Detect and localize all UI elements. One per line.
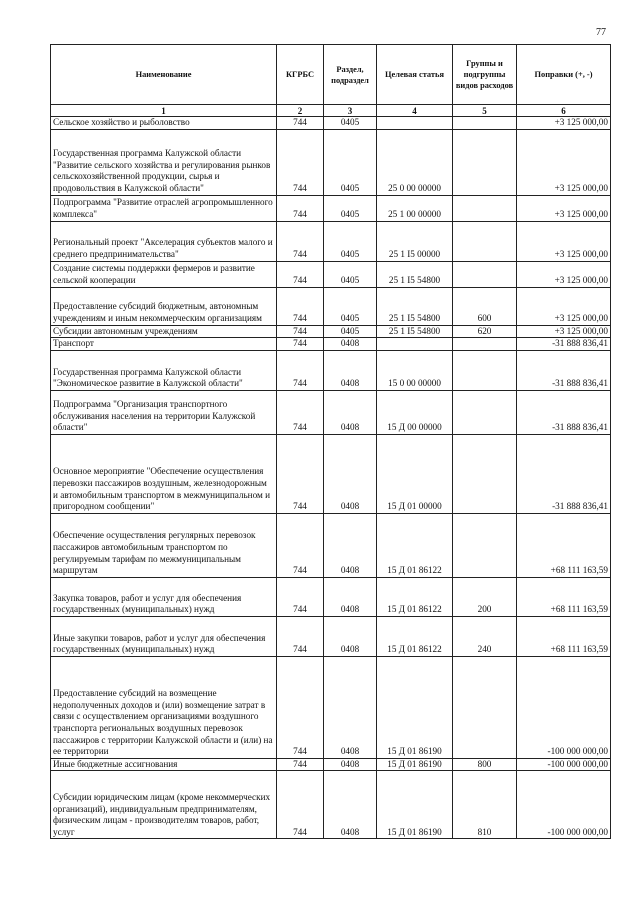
row-section: 0408: [324, 656, 377, 758]
row-kgrbs: 744: [277, 261, 324, 287]
row-group: [453, 129, 517, 195]
header-kgrbs: КГРБС: [277, 45, 324, 105]
row-name: Основное мероприятие "Обеспечение осуществления перевозки пассажиров воздушным, железнодорожным и автомобильным транспортом в межмуниципальном и пригородном сообщении": [51, 434, 277, 513]
row-kgrbs: 744: [277, 771, 324, 839]
row-name: Государственная программа Калужской области "Экономическое развитие в Калужской области": [51, 350, 277, 390]
row-name: Подпрограмма "Развитие отраслей агропромышленного комплекса": [51, 195, 277, 221]
row-target: 25 1 I5 54800: [377, 287, 453, 325]
row-name: Подпрограмма "Организация транспортного обслуживания населения на территории Калужской области": [51, 390, 277, 434]
row-group: 200: [453, 577, 517, 616]
row-section: 0408: [324, 434, 377, 513]
row-name: Сельское хозяйство и рыболовство: [51, 117, 277, 130]
row-target: 15 Д 01 86190: [377, 758, 453, 771]
row-name: Субсидии юридическим лицам (кроме некоммерческих организаций), индивидуальным предпринимателям, физическим лицам - производителям товаров, работ, услуг: [51, 771, 277, 839]
row-group: [453, 434, 517, 513]
row-group: 620: [453, 325, 517, 338]
row-group: 800: [453, 758, 517, 771]
row-group: [453, 117, 517, 130]
row-group: [453, 513, 517, 577]
header-section: Раздел, подраздел: [324, 45, 377, 105]
row-section: 0408: [324, 577, 377, 616]
row-amount: -100 000 000,00: [517, 656, 611, 758]
row-target: 15 Д 01 86122: [377, 513, 453, 577]
row-target: 25 1 I5 00000: [377, 221, 453, 261]
row-group: [453, 261, 517, 287]
row-name: Обеспечение осуществления регулярных перевозок пассажиров автомобильным транспортом по регулируемым тарифам по межмуниципальным маршрутам: [51, 513, 277, 577]
table-row: [51, 350, 611, 390]
row-section: 0405: [324, 195, 377, 221]
row-group: [453, 338, 517, 351]
row-name: Государственная программа Калужской области "Развитие сельского хозяйства и регулирования рынков сельскохозяйственной продукции, сырья и продовольствия в Калужской области": [51, 129, 277, 195]
row-section: 0408: [324, 513, 377, 577]
row-amount: +3 125 000,00: [517, 261, 611, 287]
row-target: [377, 117, 453, 130]
header-row: [51, 45, 611, 105]
table-row: [51, 390, 611, 434]
row-section: 0408: [324, 758, 377, 771]
row-kgrbs: 744: [277, 350, 324, 390]
row-amount: +68 111 163,59: [517, 616, 611, 656]
row-section: 0408: [324, 350, 377, 390]
row-amount: -31 888 836,41: [517, 350, 611, 390]
row-section: 0405: [324, 129, 377, 195]
row-section: 0408: [324, 390, 377, 434]
row-kgrbs: 744: [277, 513, 324, 577]
row-section: 0408: [324, 771, 377, 839]
row-amount: +3 125 000,00: [517, 287, 611, 325]
row-kgrbs: 744: [277, 117, 324, 130]
row-target: 15 Д 01 86190: [377, 771, 453, 839]
table-row: [51, 325, 611, 338]
column-number: 6: [517, 105, 611, 117]
row-amount: +68 111 163,59: [517, 577, 611, 616]
row-target: 15 Д 01 86122: [377, 616, 453, 656]
table-row: [51, 338, 611, 351]
row-name: Региональный проект "Акселерация субъектов малого и среднего предпринимательства": [51, 221, 277, 261]
row-amount: +68 111 163,59: [517, 513, 611, 577]
table-row: [51, 656, 611, 758]
budget-table: [50, 44, 611, 839]
row-amount: +3 125 000,00: [517, 221, 611, 261]
header-name: Наименование: [51, 45, 277, 105]
row-target: [377, 338, 453, 351]
row-name: Иные бюджетные ассигнования: [51, 758, 277, 771]
row-name: Закупка товаров, работ и услуг для обеспечения государственных (муниципальных) нужд: [51, 577, 277, 616]
table-row: [51, 513, 611, 577]
column-number: 5: [453, 105, 517, 117]
header-groups: Группы и подгруппы видов расходов: [453, 45, 517, 105]
row-kgrbs: 744: [277, 325, 324, 338]
row-amount: +3 125 000,00: [517, 129, 611, 195]
row-amount: -31 888 836,41: [517, 338, 611, 351]
table-row: [51, 577, 611, 616]
header-target: Целевая статья: [377, 45, 453, 105]
row-target: 15 Д 00 00000: [377, 390, 453, 434]
row-section: 0405: [324, 325, 377, 338]
row-amount: -31 888 836,41: [517, 434, 611, 513]
row-amount: +3 125 000,00: [517, 325, 611, 338]
row-kgrbs: 744: [277, 338, 324, 351]
row-section: 0405: [324, 261, 377, 287]
column-number: 1: [51, 105, 277, 117]
column-number: 4: [377, 105, 453, 117]
row-name: Субсидии автономным учреждениям: [51, 325, 277, 338]
table-row: [51, 221, 611, 261]
row-kgrbs: 744: [277, 221, 324, 261]
row-target: 25 1 I5 54800: [377, 325, 453, 338]
row-kgrbs: 744: [277, 758, 324, 771]
row-kgrbs: 744: [277, 287, 324, 325]
row-amount: -31 888 836,41: [517, 390, 611, 434]
row-kgrbs: 744: [277, 616, 324, 656]
page-number: 77: [596, 27, 606, 38]
row-target: 15 Д 01 86122: [377, 577, 453, 616]
table-row: [51, 117, 611, 130]
row-group: [453, 195, 517, 221]
row-kgrbs: 744: [277, 656, 324, 758]
row-group: [453, 350, 517, 390]
row-name: Транспорт: [51, 338, 277, 351]
row-kgrbs: 744: [277, 390, 324, 434]
row-section: 0405: [324, 287, 377, 325]
row-section: 0408: [324, 616, 377, 656]
table-row: [51, 287, 611, 325]
row-name: Создание системы поддержки фермеров и развитие сельской кооперации: [51, 261, 277, 287]
row-name: Иные закупки товаров, работ и услуг для обеспечения государственных (муниципальных) нужд: [51, 616, 277, 656]
row-group: 600: [453, 287, 517, 325]
column-number: 2: [277, 105, 324, 117]
table-row: [51, 195, 611, 221]
row-kgrbs: 744: [277, 434, 324, 513]
row-group: 240: [453, 616, 517, 656]
row-target: 25 1 I5 54800: [377, 261, 453, 287]
row-section: 0405: [324, 117, 377, 130]
column-number-row: [51, 105, 611, 117]
row-amount: -100 000 000,00: [517, 758, 611, 771]
table-row: [51, 434, 611, 513]
row-group: 810: [453, 771, 517, 839]
row-target: 15 Д 01 86190: [377, 656, 453, 758]
header-amendments: Поправки (+, -): [517, 45, 611, 105]
row-target: 25 1 00 00000: [377, 195, 453, 221]
row-target: 15 Д 01 00000: [377, 434, 453, 513]
row-amount: -100 000 000,00: [517, 771, 611, 839]
column-number: 3: [324, 105, 377, 117]
table-row: [51, 616, 611, 656]
table-row: [51, 261, 611, 287]
row-section: 0408: [324, 338, 377, 351]
row-amount: +3 125 000,00: [517, 117, 611, 130]
row-section: 0405: [324, 221, 377, 261]
table-row: [51, 771, 611, 839]
row-group: [453, 656, 517, 758]
row-target: 15 0 00 00000: [377, 350, 453, 390]
row-name: Предоставление субсидий бюджетным, автономным учреждениям и иным некоммерческим организациям: [51, 287, 277, 325]
row-group: [453, 390, 517, 434]
row-target: 25 0 00 00000: [377, 129, 453, 195]
table-row: [51, 758, 611, 771]
row-kgrbs: 744: [277, 577, 324, 616]
row-group: [453, 221, 517, 261]
table-row: [51, 129, 611, 195]
row-kgrbs: 744: [277, 129, 324, 195]
row-name: Предоставление субсидий на возмещение недополученных доходов и (или) возмещение затрат в связи с осуществлением организациями воздушного транспорта региональных воздушных перевозок пассажиров с территории Калужской области и (или) на ее территории: [51, 656, 277, 758]
row-amount: +3 125 000,00: [517, 195, 611, 221]
row-kgrbs: 744: [277, 195, 324, 221]
